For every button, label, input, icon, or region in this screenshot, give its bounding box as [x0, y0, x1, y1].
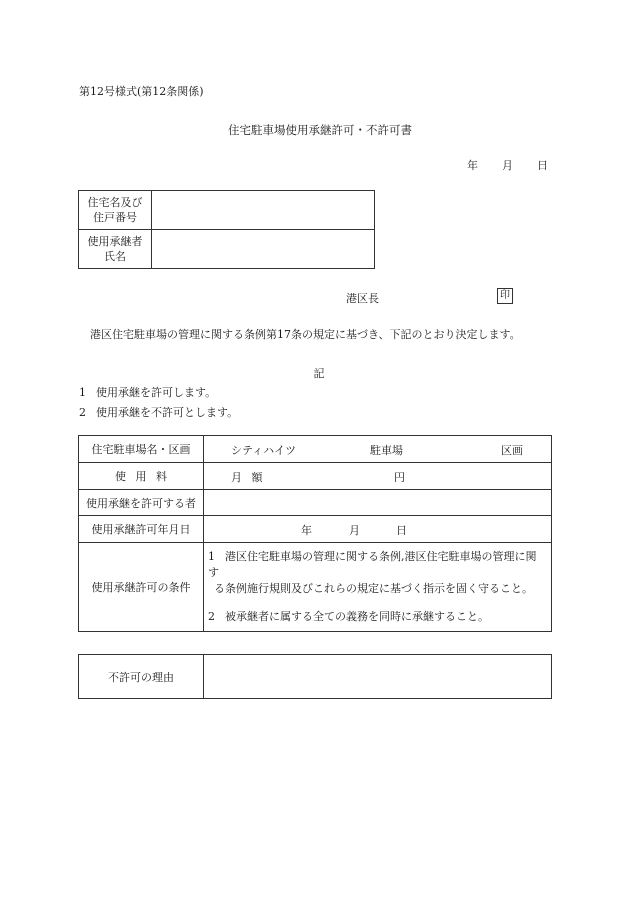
- date-year-label: 年: [467, 159, 478, 172]
- condition-text-cont: る条例施行規則及びこれらの規定に基づく指示を固く守ること。: [214, 582, 533, 595]
- condition-text: 被承継者に属する全ての義務を同時に承継すること。: [225, 610, 489, 623]
- refusal-reason-field[interactable]: [204, 655, 552, 699]
- table-row: [79, 516, 552, 543]
- permit-date-label: 使用承継許可年月日: [79, 516, 204, 543]
- successor-label-line2: 氏名: [104, 250, 126, 263]
- residence-label-cell: [79, 191, 152, 230]
- conditions-cell: [204, 543, 552, 632]
- residence-label-line2: 住戸番号: [93, 211, 137, 224]
- table-row: [79, 543, 552, 632]
- table-row: [79, 230, 375, 269]
- condition-1-cont: [208, 581, 547, 597]
- option-number: 1: [79, 386, 86, 399]
- option-text: 使用承継を許可します。: [96, 386, 217, 399]
- refusal-reason-label: 不許可の理由: [79, 655, 204, 699]
- table-row: [79, 436, 552, 463]
- issuer-title: 港区長: [346, 292, 379, 305]
- condition-1: [208, 549, 547, 581]
- date-month-label: 月: [502, 159, 513, 172]
- parking-section: 区画: [501, 444, 523, 457]
- residence-value-field[interactable]: [152, 191, 375, 230]
- permit-date-cell[interactable]: [204, 516, 552, 543]
- successor-name-field[interactable]: [152, 230, 375, 269]
- permitted-person-field[interactable]: [204, 490, 552, 516]
- condition-number: 2: [208, 610, 215, 623]
- permit-table: [78, 435, 552, 632]
- applicant-table: [78, 190, 375, 269]
- successor-label-line1: 使用承継者: [87, 235, 143, 248]
- fee-value-cell[interactable]: [204, 463, 552, 490]
- decision-text: 港区住宅駐車場の管理に関する条例第17条の規定に基づき、下記のとおり決定します。: [90, 328, 521, 341]
- parking-building: シティハイツ: [231, 444, 297, 457]
- parking-value-cell[interactable]: [204, 436, 552, 463]
- table-row: [79, 191, 375, 230]
- table-row: [79, 655, 552, 699]
- table-row: [79, 490, 552, 516]
- fee-monthly: 月 額: [231, 471, 263, 484]
- document-title: 住宅駐車場使用承継許可・不許可書: [228, 123, 412, 137]
- residence-label-line1: 住宅名及び: [87, 196, 143, 209]
- option-deny: [79, 404, 238, 420]
- condition-text: 港区住宅駐車場の管理に関する条例,港区住宅駐車場の管理に関す: [208, 550, 537, 579]
- parking-lot: 駐車場: [370, 444, 403, 457]
- permit-year: 年: [301, 524, 312, 537]
- table-row: [79, 463, 552, 490]
- conditions-label: 使用承継許可の条件: [79, 543, 204, 632]
- date-day-label: 日: [537, 159, 548, 172]
- condition-2: [208, 609, 547, 625]
- successor-label-cell: [79, 230, 152, 269]
- fee-label: 使 用 料: [79, 463, 204, 490]
- seal-stamp: 印: [497, 288, 513, 304]
- refusal-table: [78, 654, 552, 699]
- option-permit: [79, 384, 216, 400]
- permitted-person-label: 使用承継を許可する者: [79, 490, 204, 516]
- permit-month: 月: [349, 524, 360, 537]
- condition-number: 1: [208, 550, 215, 563]
- option-text: 使用承継を不許可とします。: [96, 406, 239, 419]
- permit-day: 日: [396, 524, 407, 537]
- ki-heading: 記: [313, 367, 325, 380]
- form-number: 第12号様式(第12条関係): [79, 85, 204, 98]
- option-number: 2: [79, 406, 86, 419]
- fee-unit: 円: [394, 471, 405, 484]
- parking-label: 住宅駐車場名・区画: [79, 436, 204, 463]
